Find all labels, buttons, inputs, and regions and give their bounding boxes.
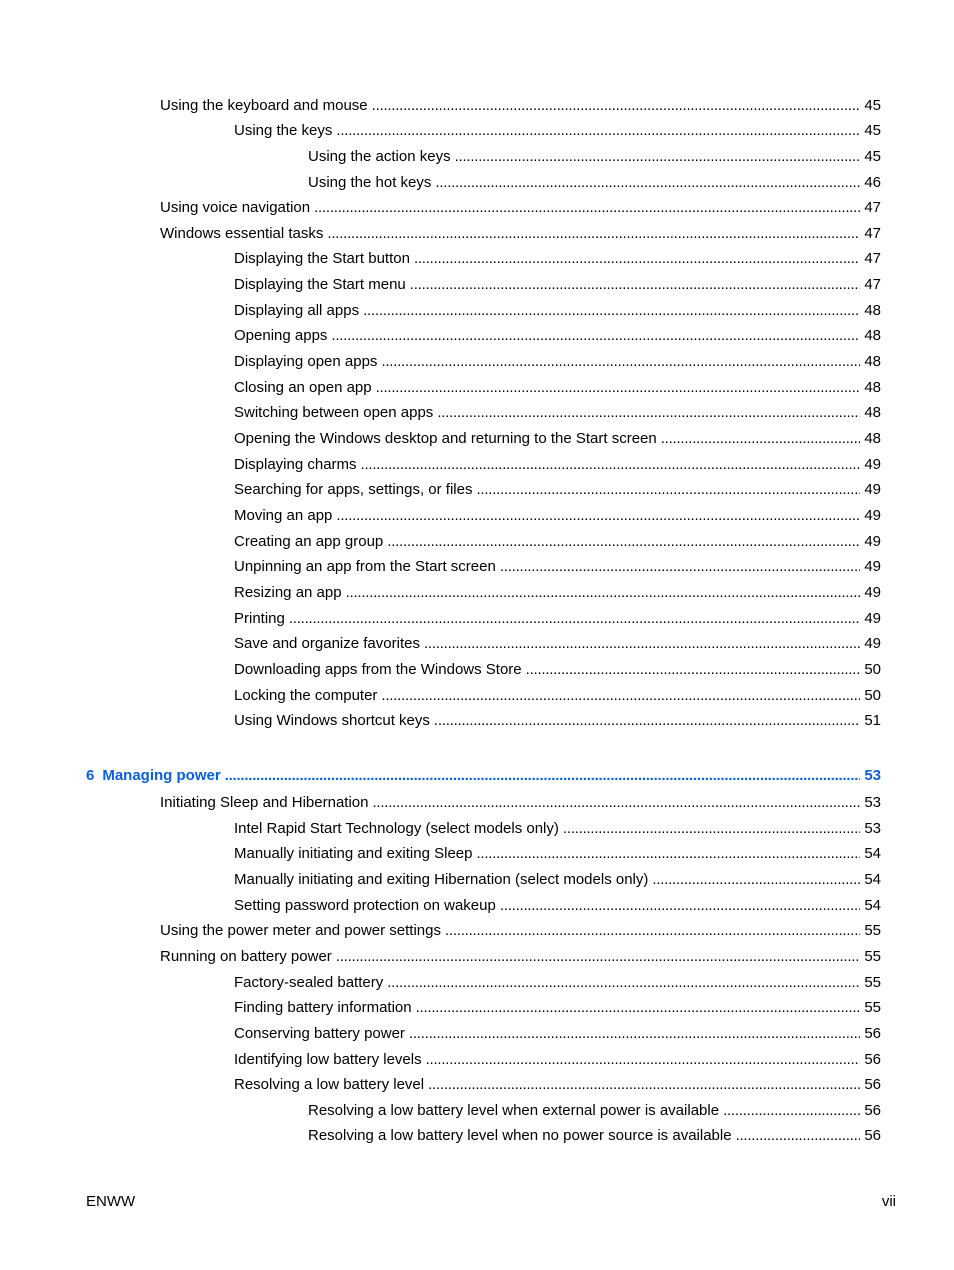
toc-page-number: 56 (864, 1051, 881, 1068)
toc-page-number: 56 (864, 1102, 881, 1119)
toc-page-number: 45 (864, 97, 881, 114)
toc-entry[interactable] (308, 1126, 881, 1146)
toc-page-number: 56 (864, 1025, 881, 1042)
toc-entry[interactable] (234, 973, 881, 993)
toc-entry[interactable] (160, 947, 881, 967)
chapter-title: Managing power (102, 767, 221, 784)
toc-entry[interactable] (308, 147, 881, 167)
toc-entry-title: Resolving a low battery level when external power is available (308, 1102, 720, 1119)
toc-entry-title: Resolving a low battery level (234, 1076, 425, 1093)
toc-page-number: 49 (864, 507, 881, 524)
toc-page-number: 48 (864, 379, 881, 396)
toc-entry[interactable] (308, 173, 881, 193)
dot-leader (652, 870, 860, 890)
toc-entry-title: Intel Rapid Start Technology (select models only) (234, 820, 559, 837)
toc-page-number: 47 (864, 225, 881, 242)
toc-entry[interactable] (234, 352, 881, 372)
toc-page-number: 55 (864, 999, 881, 1016)
toc-entry-title: Moving an app (234, 507, 333, 524)
toc-entry[interactable] (234, 1024, 881, 1044)
toc-entry-title: Manually initiating and exiting Sleep (234, 845, 473, 862)
dot-leader (426, 1050, 861, 1070)
toc-page-number: 48 (864, 302, 881, 319)
toc-entry-title: Using Windows shortcut keys (234, 712, 430, 729)
toc-page-number: 55 (864, 922, 881, 939)
dot-leader (526, 660, 861, 680)
dot-leader (336, 506, 860, 526)
toc-entry-title: Windows essential tasks (160, 225, 324, 242)
toc-entry-title: Printing (234, 610, 285, 627)
toc-page-number: 50 (864, 687, 881, 704)
dot-leader (381, 686, 860, 706)
dot-leader (387, 973, 860, 993)
toc-entry[interactable] (234, 275, 881, 295)
dot-leader (376, 378, 861, 398)
toc-entry-title: Conserving battery power (234, 1025, 405, 1042)
toc-page-number: 47 (864, 199, 881, 216)
toc-entry[interactable] (234, 998, 881, 1018)
toc-entry-title: Closing an open app (234, 379, 372, 396)
toc-entry-title: Factory-sealed battery (234, 974, 384, 991)
toc-entry-title: Using the keys (234, 122, 333, 139)
toc-entry-title: Downloading apps from the Windows Store (234, 661, 522, 678)
toc-page-number: 45 (864, 148, 881, 165)
toc-entry-title: Displaying all apps (234, 302, 360, 319)
toc-page-number: 55 (864, 974, 881, 991)
toc-entry[interactable] (234, 634, 881, 654)
toc-entry[interactable] (234, 121, 881, 141)
toc-entry-title: Using voice navigation (160, 199, 311, 216)
toc-entry[interactable] (234, 609, 881, 629)
dot-leader (314, 198, 860, 218)
toc-entry[interactable] (234, 326, 881, 346)
dot-leader (723, 1101, 860, 1121)
toc-entry[interactable] (160, 793, 881, 813)
toc-entry-title: Using the action keys (308, 148, 451, 165)
toc-entry-title: Save and organize favorites (234, 635, 420, 652)
toc-page-number: 54 (864, 871, 881, 888)
toc-entry[interactable] (234, 896, 881, 916)
toc-entry-title: Using the keyboard and mouse (160, 97, 368, 114)
dot-leader (424, 634, 860, 654)
footer-page-number: vii (881, 1193, 896, 1210)
toc-entry[interactable] (160, 921, 881, 941)
toc-page-number: 49 (864, 481, 881, 498)
dot-leader (225, 766, 861, 786)
dot-leader (434, 711, 860, 731)
toc-entry[interactable] (234, 1075, 881, 1095)
dot-leader (336, 947, 861, 967)
toc-entry[interactable] (160, 96, 881, 116)
toc-page-number: 48 (864, 430, 881, 447)
dot-leader (361, 455, 861, 475)
toc-page-number: 56 (864, 1127, 881, 1144)
toc-entry[interactable] (234, 378, 881, 398)
toc-entry-title: Resizing an app (234, 584, 342, 601)
dot-leader (445, 921, 860, 941)
dot-leader (500, 896, 860, 916)
toc-chapter-link[interactable] (86, 766, 881, 786)
toc-entry-title: Locking the computer (234, 687, 378, 704)
toc-page-number: 49 (864, 635, 881, 652)
footer-label: ENWW (86, 1193, 136, 1210)
toc-entry[interactable] (234, 870, 881, 890)
toc-entry[interactable] (234, 532, 881, 552)
toc-entry-title: Creating an app group (234, 533, 384, 550)
toc-page-number: 54 (864, 845, 881, 862)
toc-entry-title: Running on battery power (160, 948, 332, 965)
chapter-number: 6 (86, 767, 95, 784)
dot-leader (416, 998, 861, 1018)
toc-entry-title: Resolving a low battery level when no power source is available (308, 1127, 732, 1144)
dot-leader (372, 793, 860, 813)
toc-entry[interactable] (160, 198, 881, 218)
toc-entry[interactable] (234, 583, 881, 603)
toc-page-number: 54 (864, 897, 881, 914)
toc-page-number: 48 (864, 327, 881, 344)
toc-entry[interactable] (234, 506, 881, 526)
dot-leader (437, 403, 860, 423)
dot-leader (381, 352, 860, 372)
dot-leader (363, 301, 860, 321)
toc-entry-title: Finding battery information (234, 999, 412, 1016)
dot-leader (435, 173, 860, 193)
dot-leader (455, 147, 861, 167)
toc-page-number: 49 (864, 610, 881, 627)
toc-entry[interactable] (234, 660, 881, 680)
toc-entry[interactable] (160, 224, 881, 244)
toc-entry[interactable] (234, 711, 881, 731)
toc-entry[interactable] (234, 455, 881, 475)
dot-leader (563, 819, 860, 839)
toc-page-number: 46 (864, 174, 881, 191)
toc-entry[interactable] (234, 1050, 881, 1070)
toc-page-number: 53 (864, 794, 881, 811)
toc-entry-title: Displaying the Start button (234, 250, 410, 267)
toc-entry-title: Using the hot keys (308, 174, 432, 191)
dot-leader (327, 224, 860, 244)
toc-entry[interactable] (234, 301, 881, 321)
toc-entry[interactable] (234, 819, 881, 839)
toc-entry[interactable] (234, 480, 881, 500)
toc-entry-title: Identifying low battery levels (234, 1051, 422, 1068)
toc-page-number: 49 (864, 456, 881, 473)
toc-page-number: 48 (864, 404, 881, 421)
toc-entry-title: Displaying the Start menu (234, 276, 406, 293)
dot-leader (500, 557, 860, 577)
toc-page-number: 50 (864, 661, 881, 678)
toc-page-number: 53 (864, 820, 881, 837)
toc-entry-title: Searching for apps, settings, or files (234, 481, 473, 498)
toc-page-number: 45 (864, 122, 881, 139)
toc-entry-title: Unpinning an app from the Start screen (234, 558, 496, 575)
toc-entry[interactable] (234, 557, 881, 577)
dot-leader (387, 532, 860, 552)
toc-entry[interactable] (234, 429, 881, 449)
toc-page-number: 56 (864, 1076, 881, 1093)
toc-entry[interactable] (234, 403, 881, 423)
toc-entry-title: Setting password protection on wakeup (234, 897, 496, 914)
toc-page-number: 51 (864, 712, 881, 729)
toc-entry-title: Opening apps (234, 327, 328, 344)
dot-leader (476, 480, 860, 500)
dot-leader (414, 249, 860, 269)
toc-page-number: 55 (864, 948, 881, 965)
dot-leader (289, 609, 860, 629)
toc-entry-title: Displaying charms (234, 456, 357, 473)
chapter-page-number: 53 (864, 767, 881, 784)
toc-entry[interactable] (234, 249, 881, 269)
dot-leader (372, 96, 861, 116)
toc-page-number: 47 (864, 276, 881, 293)
dot-leader (410, 275, 861, 295)
toc-entry-title: Manually initiating and exiting Hibernation (select models only) (234, 871, 649, 888)
dot-leader (736, 1126, 861, 1146)
toc-entry-title: Initiating Sleep and Hibernation (160, 794, 369, 811)
toc-entry-title: Displaying open apps (234, 353, 378, 370)
toc-entry-title: Switching between open apps (234, 404, 434, 421)
dot-leader (409, 1024, 860, 1044)
toc-page-number: 47 (864, 250, 881, 267)
dot-leader (331, 326, 860, 346)
dot-leader (336, 121, 860, 141)
dot-leader (428, 1075, 860, 1095)
toc-entry[interactable] (234, 844, 881, 864)
dot-leader (661, 429, 861, 449)
toc-entry-title: Opening the Windows desktop and returning to the Start screen (234, 430, 657, 447)
toc-page-number: 49 (864, 558, 881, 575)
toc-page-number: 49 (864, 584, 881, 601)
toc-entry-title: Using the power meter and power settings (160, 922, 441, 939)
dot-leader (476, 844, 860, 864)
toc-entry[interactable] (308, 1101, 881, 1121)
dot-leader (346, 583, 861, 603)
toc-entry[interactable] (234, 686, 881, 706)
toc-page-number: 49 (864, 533, 881, 550)
toc-page-number: 48 (864, 353, 881, 370)
